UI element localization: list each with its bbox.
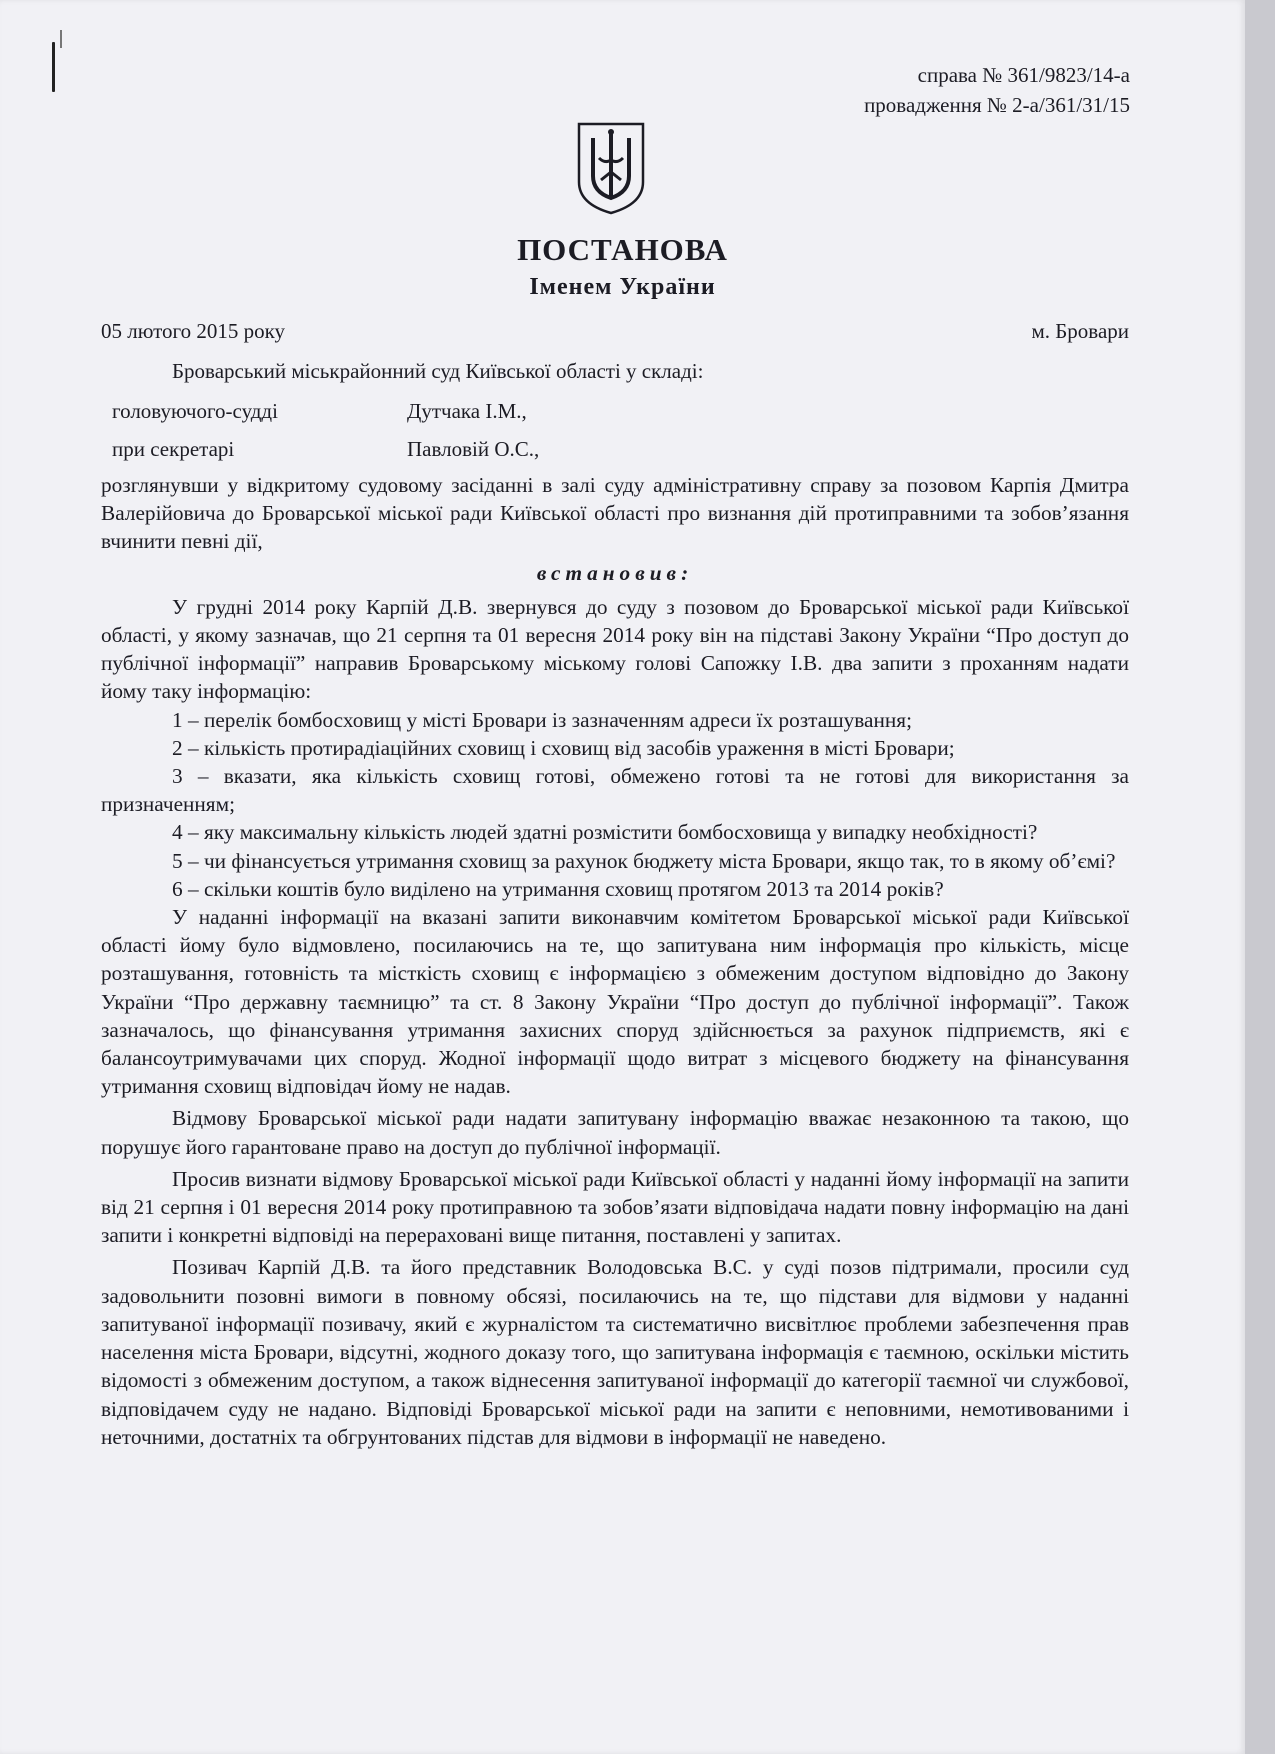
paragraph: Позивач Карпій Д.В. та його представник Володовська В.С. у суді позов підтримали, просили суд задовольнити позовні вимоги в повному обсязі, посилаючись на те, що підстави для відмови у наданні запитуваної інформації позивачу, який є журналістом та систематично висвітлює проблеми забезпечення прав населення міста Бровари, відсутні, жодного доказу того, що запитувана інформація є таємною, оскільки містить відомості з обмеженим доступом, а також віднесення запитуваної інформації до категорії таємної чи службової, відповідачем суду не надано. Відповіді Броварської міської ради на запити є неповними, немотивованими і неточними, достатніх та обгрунтованих підстав для відмови в інформації не наведено. [101,1255,1129,1449]
judge-name: Дутчака І.М., [407,399,527,423]
document-title: ПОСТАНОВА [517,232,728,267]
paragraph: Відмову Броварської міської ради надати запитувану інформацію вважає незаконною та такою, що порушує його гарантоване право на доступ до публічної інформації. [101,1106,1129,1159]
document-city: м. Бровари [1031,319,1129,343]
binding-mark [52,42,55,92]
binding-mark [60,30,62,48]
section-heading: встановив: [536,560,694,585]
list-item: 2 – кількість протирадіаційних сховищ і сховищ від засобів ураження в місті Бровари; [172,735,955,760]
document-date: 05 лютого 2015 року [101,319,286,343]
list-item: 3 – вказати, яка кількість сховищ готові, обмежено готові та не готові для використання за призначенням; [101,764,1129,817]
secretary-role: при секретарі [112,437,235,461]
paragraph: У грудні 2014 року Карпій Д.В. звернувся до суду з позовом до Броварської міської ради Київської області, у якому зазначав, що 21 серпня та 01 вересня 2014 року він на підставі Закону України “Про доступ до публічної інформації” направив Броварському міському голові Сапожку І.В. два запити з проханням надати йому таку інформацію: [101,594,1129,704]
paragraph: Просив визнати відмову Броварської міської ради Київської області у наданні йому інформації на запити від 21 серпня і 01 вересня 2014 року протиправною та зобов’язати відповідача надати повну інформацію на дані запити і конкретні відповіді на перераховані вище питання, поставлені у запитах. [101,1166,1129,1248]
proceeding-number: провадження № 2-а/361/31/15 [864,93,1130,117]
case-number: справа № 361/9823/14-а [917,63,1130,87]
court-composition: Броварський міськрайонний суд Київської області у складі: [172,359,704,383]
list-item: 1 – перелік бомбосховищ у місті Бровари із зазначенням адреси їх розташування; [172,707,912,732]
document-subtitle: Іменем України [529,274,716,300]
document-body [101,471,1129,1451]
intro-paragraph: розглянувши у відкритому судовому засіданні в залі суду адміністративну справу за позовом Карпія Дмитра Валерійовича до Броварської міської ради Київської області про визнання дій протиправними та зобов’язання вчинити певні дії, [101,473,1129,554]
coat-of-arms-icon [575,120,647,216]
secretary-name: Павловій О.С., [407,437,540,461]
paragraph: У наданні інформації на вказані запити виконавчим комітетом Броварської міської ради Київської області йому було відмовлено, посилаючись на те, що запитувана ним інформація про кількість, місце розташування, готовність та місткість сховищ є інформацією з обмеженим доступом відповідно до Закону України “Про державну таємницю” та ст. 8 Закону України “Про доступ до публічної інформації”. Також зазначалось, що фінансування утримання захисних споруд здійснюється за рахунок підприємств, які є балансоутримувачами цих споруд. Жодної інформації щодо витрат з місцевого бюджету на фінансування утримання сховищ відповідач йому не надав. [101,905,1129,1099]
list-item: 5 – чи фінансується утримання сховищ за рахунок бюджету міста Бровари, якщо так, то в якому об’ємі? [172,848,1116,873]
list-item: 6 – скільки коштів було виділено на утримання сховищ протягом 2013 та 2014 років? [172,876,944,901]
list-item: 4 – яку максимальну кількість людей здатні розмістити бомбосховища у випадку необхідності? [172,820,1038,845]
case-reference [864,60,1130,120]
judge-role: головуючого-судді [112,399,278,423]
